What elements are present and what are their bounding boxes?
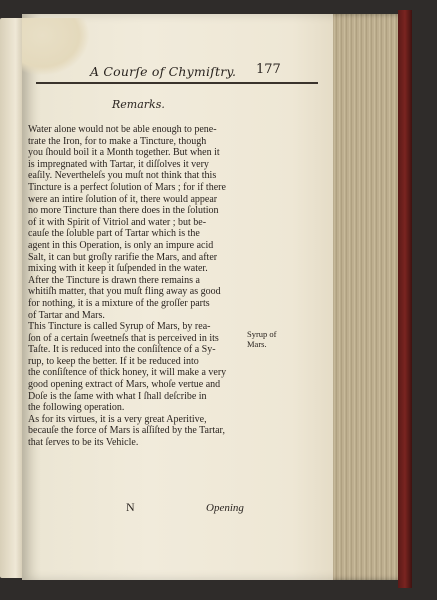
- text-line: no more Tincture than there does in the ſolution: [28, 205, 219, 217]
- text-line: trate the Iron, for to make a Tincture, though: [28, 135, 207, 147]
- margin-note-line: Mars.: [247, 339, 267, 349]
- signature-mark: N: [126, 500, 135, 514]
- text-line: good opening extract of Mars, whoſe vertue and: [28, 379, 221, 391]
- page-stain: [22, 18, 90, 76]
- header-rule: [36, 82, 318, 84]
- page-block-edge: [333, 14, 407, 580]
- body-paragraphs: [28, 124, 244, 449]
- book-cover: [398, 10, 412, 588]
- text-line: the conſiſtence of thick honey, it will make a very: [28, 367, 227, 379]
- text-line: Doſe is the ſame with what I ſhall deſcribe in: [28, 390, 207, 402]
- text-line: After the Tincture is drawn there remains a: [28, 274, 200, 286]
- margin-note-line: Syrup of: [247, 329, 277, 339]
- text-line: the following operation.: [28, 402, 125, 414]
- text-line: whitiſh matter, that you muſt fling away as good: [28, 286, 221, 298]
- text-line: mixing with it keep it ſuſpended in the water.: [28, 263, 208, 275]
- text-line: Tincture is a perfect ſolution of Mars ; for if there: [28, 181, 226, 193]
- text-line: you ſhould boil it a Month together. But when it: [28, 147, 220, 159]
- text-line: ſon of a certain ſweetneſs that is perceived in its: [28, 332, 219, 344]
- text-line: agent in this Operation, is only an impure acid: [28, 239, 214, 251]
- text-line: rup, to keep the better. If it be reduced into: [28, 355, 199, 367]
- text-line: Taſte. It is reduced into the conſiſtence of a Sy-: [28, 344, 216, 356]
- catchword: Opening: [206, 502, 244, 514]
- text-line: of Tartar and Mars.: [28, 309, 105, 321]
- running-head: A Courſe of Chymiſtry.: [90, 64, 237, 79]
- text-line: cauſe the ſoluble part of Tartar which is the: [28, 228, 200, 240]
- text-line: is impregnated with Tartar, it diſſolves it very: [28, 158, 209, 170]
- text-line: Salt, it can but groſly rarifie the Mars, and after: [28, 251, 218, 263]
- text-line: of it with Spirit of Vitriol and water ; but be-: [28, 216, 207, 228]
- page-number: 177: [256, 62, 281, 77]
- text-line: were an intire ſolution of it, there would appear: [28, 193, 218, 205]
- text-line: As for its virtues, it is a very great Aperitive,: [28, 413, 207, 425]
- text-line: eaſily. Nevertheleſs you muſt not think that this: [28, 170, 217, 182]
- text-line: becauſe the force of Mars is aſſiſted by the Tartar,: [28, 425, 225, 437]
- text-line: Water alone would not be able enough to pene-: [28, 124, 217, 135]
- text-line: This Tincture is called Syrup of Mars, by rea-: [28, 321, 211, 333]
- section-title: Remarks.: [112, 98, 165, 111]
- text-line: for nothing, it is a mixture of the groſſer parts: [28, 297, 210, 309]
- text-line: that ſerves to be its Vehicle.: [28, 437, 139, 449]
- margin-note: [247, 329, 277, 349]
